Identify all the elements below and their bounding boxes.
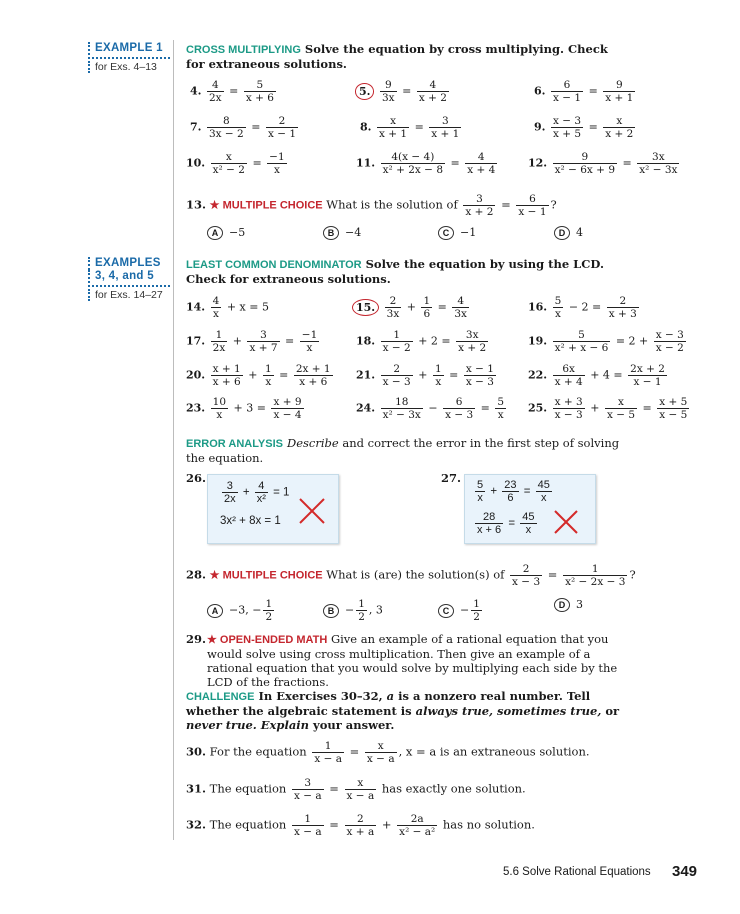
choice-b[interactable]: B − $\frac{1}{2}$ , 3 <box>323 598 383 623</box>
exercise-20: 20. $\frac{x + 1}{x + 6}$ + $\frac{1}{x}$ = $\frac{2x + 1}{x + 6}$ <box>186 363 331 388</box>
choice-letter-c: C <box>438 226 454 240</box>
exercise-15-circled-number: 15. <box>352 299 379 316</box>
choice-letter-c: C <box>438 604 454 618</box>
open-ended-star-label: ★ OPEN-ENDED MATH <box>207 634 328 646</box>
page-number: 349 <box>672 863 698 880</box>
choice-letter-a: A <box>207 604 223 618</box>
choice-c[interactable]: C − $\frac{1}{2}$ <box>438 598 484 623</box>
sidebar-examples-title: EXAMPLES <box>88 257 170 270</box>
exercise-29-number: 29. <box>186 632 207 646</box>
sidebar-examples-range: for Exs. 14–27 <box>88 289 170 301</box>
choice-d[interactable]: D 4 <box>554 226 583 240</box>
exercise-14: 14. $\frac{4}{x}$ + x = 5 <box>186 295 269 320</box>
exercise-18: 18. $\frac{1}{x - 2}$ + 2 = $\frac{3x}{x + 2}$ <box>356 329 487 354</box>
exercise-19: 19. $\frac{5}{\text{x² + x − 6}}$ = 2 + $\frac{x - 3}{x - 2}$ <box>528 329 684 354</box>
exercise-17: 17. $\frac{1}{2x}$ + $\frac{3}{x + 7}$ = $\frac{-1}{x}$ <box>186 329 318 354</box>
section-tag: CHALLENGE <box>186 691 255 703</box>
exercise-32: 32. The equation $\frac{1}{x - a}$ = $\frac{2}{x + a}$ + $\frac{2a}{\text{x² − a²}}$ has no solution. <box>186 813 535 838</box>
section-challenge: CHALLENGE In Exercises 30–32, a is a nonzero real number. Tell whether the algebraic statement is always true, sometimes true, or never true. Explain your answer. <box>186 689 620 732</box>
section-tag: LEAST COMMON DENOMINATOR <box>186 259 362 271</box>
exercise-6: 6. $\frac{6}{x - 1}$ = $\frac{9}{x + 1}$ <box>534 79 634 104</box>
sidebar-divider <box>88 57 170 59</box>
choice-letter-d: D <box>554 226 570 240</box>
exercise-10: 10. $\frac{x}{\text{x² − 2}}$ = $\frac{-1}{x}$ <box>186 151 285 176</box>
exercise-13: 13. ★ MULTIPLE CHOICE What is the solution of $\frac{3}{x + 2}$ = $\frac{6}{x - 1}$ ? <box>186 193 557 218</box>
section-instructions: Solve the equation by using the LCD. Check for extraneous solutions. <box>186 257 604 286</box>
margin-rule <box>173 40 174 840</box>
error-26-step: 3x² + 8x = 1 <box>220 515 281 527</box>
section-tag: ERROR ANALYSIS <box>186 438 283 450</box>
exercise-11: 11. $\frac{4(x - 4)}{\text{x² + 2x − 8}}$ = $\frac{4}{x + 4}$ <box>356 151 496 176</box>
error-card-26 <box>207 474 339 544</box>
sidebar-examples-3-5[interactable] <box>88 257 170 301</box>
exercise-5: 5. $\frac{9}{3x}$ = $\frac{4}{x + 2}$ <box>355 79 451 104</box>
error-card-27 <box>464 474 596 544</box>
exercise-26-number: 26. <box>186 471 207 485</box>
sidebar-example-1[interactable] <box>88 42 170 73</box>
exercise-7: 7. $\frac{8}{3x - 2}$ = $\frac{2}{x - 1}$ <box>190 115 297 140</box>
choice-b[interactable]: B −4 <box>323 226 361 240</box>
section-instructions: Solve the equation by cross multiplying. Check for extraneous solutions. <box>186 42 608 71</box>
exercise-9: 9. $\frac{x - 3}{x + 5}$ = $\frac{x}{x + 2}$ <box>534 115 634 140</box>
sidebar-example-1-range: for Exs. 4–13 <box>88 61 170 73</box>
section-error-analysis: ERROR ANALYSIS Describe and correct the error in the first step of solving the equation. <box>186 436 620 465</box>
exercise-5-circled-number: 5. <box>355 83 374 100</box>
exercise-28: 28. ★ MULTIPLE CHOICE What is (are) the solution(s) of $\frac{2}{x - 3}$ = $\frac{1}{\text{x² − 2x − 3}}$ ? <box>186 563 636 588</box>
exercise-16: 16. $\frac{5}{x}$ − 2 = $\frac{2}{x + 3}$ <box>528 295 637 320</box>
section-tag: CROSS MULTIPLYING <box>186 44 301 56</box>
choice-a[interactable]: A −5 <box>207 226 245 240</box>
exercise-23: 23. $\frac{10}{x}$ + 3 = $\frac{x + 9}{x - 4}$ <box>186 396 302 421</box>
exercise-8: 8. $\frac{x}{x + 1}$ = $\frac{3}{x + 1}$ <box>360 115 460 140</box>
exercise-12: 12. $\frac{9}{\text{x² − 6x + 9}}$ = $\frac{3x}{\text{x² − 3x}}$ <box>528 151 678 176</box>
error-27-step: $\frac{28}{x + 6}$ = $\frac{45}{x}$ <box>477 511 535 536</box>
error-26-equation: $\frac{3}{2x}$ + $\frac{4}{\text{x²}}$ = 1 <box>224 480 290 505</box>
exercise-24: 24. $\frac{18}{\text{x² − 3x}}$ − $\frac{6}{x - 3}$ = $\frac{5}{x}$ <box>356 396 505 421</box>
exercise-31: 31. The equation $\frac{3}{x - a}$ = $\frac{x}{x - a}$ has exactly one solution. <box>186 777 526 802</box>
section-cross-multiplying <box>186 42 626 71</box>
exercise-22: 22. $\frac{6x}{x + 4}$ + 4 = $\frac{2x + 2}{x - 1}$ <box>528 363 665 388</box>
error-27-equation: $\frac{5}{x}$ + $\frac{23}{6}$ = $\frac{45}{x}$ <box>477 479 550 504</box>
choice-d[interactable]: D 3 <box>554 598 583 612</box>
exercise-15: 15. $\frac{2}{3x}$ + $\frac{1}{6}$ = $\frac{4}{3x}$ <box>352 295 471 320</box>
choice-letter-b: B <box>323 226 339 240</box>
sidebar-examples-numbers: 3, 4, and 5 <box>88 270 170 283</box>
choice-letter-b: B <box>323 604 339 618</box>
error-x-mark-icon <box>553 509 579 535</box>
exercise-4: 4. $\frac{4}{2x}$ = $\frac{5}{x + 6}$ <box>190 79 274 104</box>
exercise-21: 21. $\frac{2}{x - 3}$ + $\frac{1}{x}$ = $\frac{x - 1}{x - 3}$ <box>356 363 494 388</box>
error-x-mark-icon <box>298 497 326 525</box>
exercise-27-number: 27. <box>441 471 462 485</box>
sidebar-divider <box>88 285 170 287</box>
sidebar-example-1-title: EXAMPLE 1 <box>88 42 170 55</box>
multiple-choice-star-label: ★ MULTIPLE CHOICE <box>209 569 323 582</box>
multiple-choice-star-label: ★ MULTIPLE CHOICE <box>209 199 323 212</box>
footer-section-title: 5.6 Solve Rational Equations <box>503 866 651 878</box>
choice-c[interactable]: C −1 <box>438 226 476 240</box>
choice-letter-a: A <box>207 226 223 240</box>
choice-letter-d: D <box>554 598 570 612</box>
choice-a[interactable]: A −3, − $\frac{1}{2}$ <box>207 598 276 623</box>
exercise-30: 30. For the equation $\frac{1}{x - a}$ = $\frac{x}{x - a}$ , x = a is an extraneous solution. <box>186 740 590 765</box>
exercise-29: ★ OPEN-ENDED MATH Give an example of a rational equation that you would solve using cross multiplication. Then give an example of a rational equation that you would solve by multiplying each side by the LCD of the fractions. <box>207 632 618 689</box>
section-lcd <box>186 257 626 286</box>
exercise-25: 25. $\frac{x + 3}{x - 3}$ + $\frac{x}{x - 5}$ = $\frac{x + 5}{x - 5}$ <box>528 396 688 421</box>
